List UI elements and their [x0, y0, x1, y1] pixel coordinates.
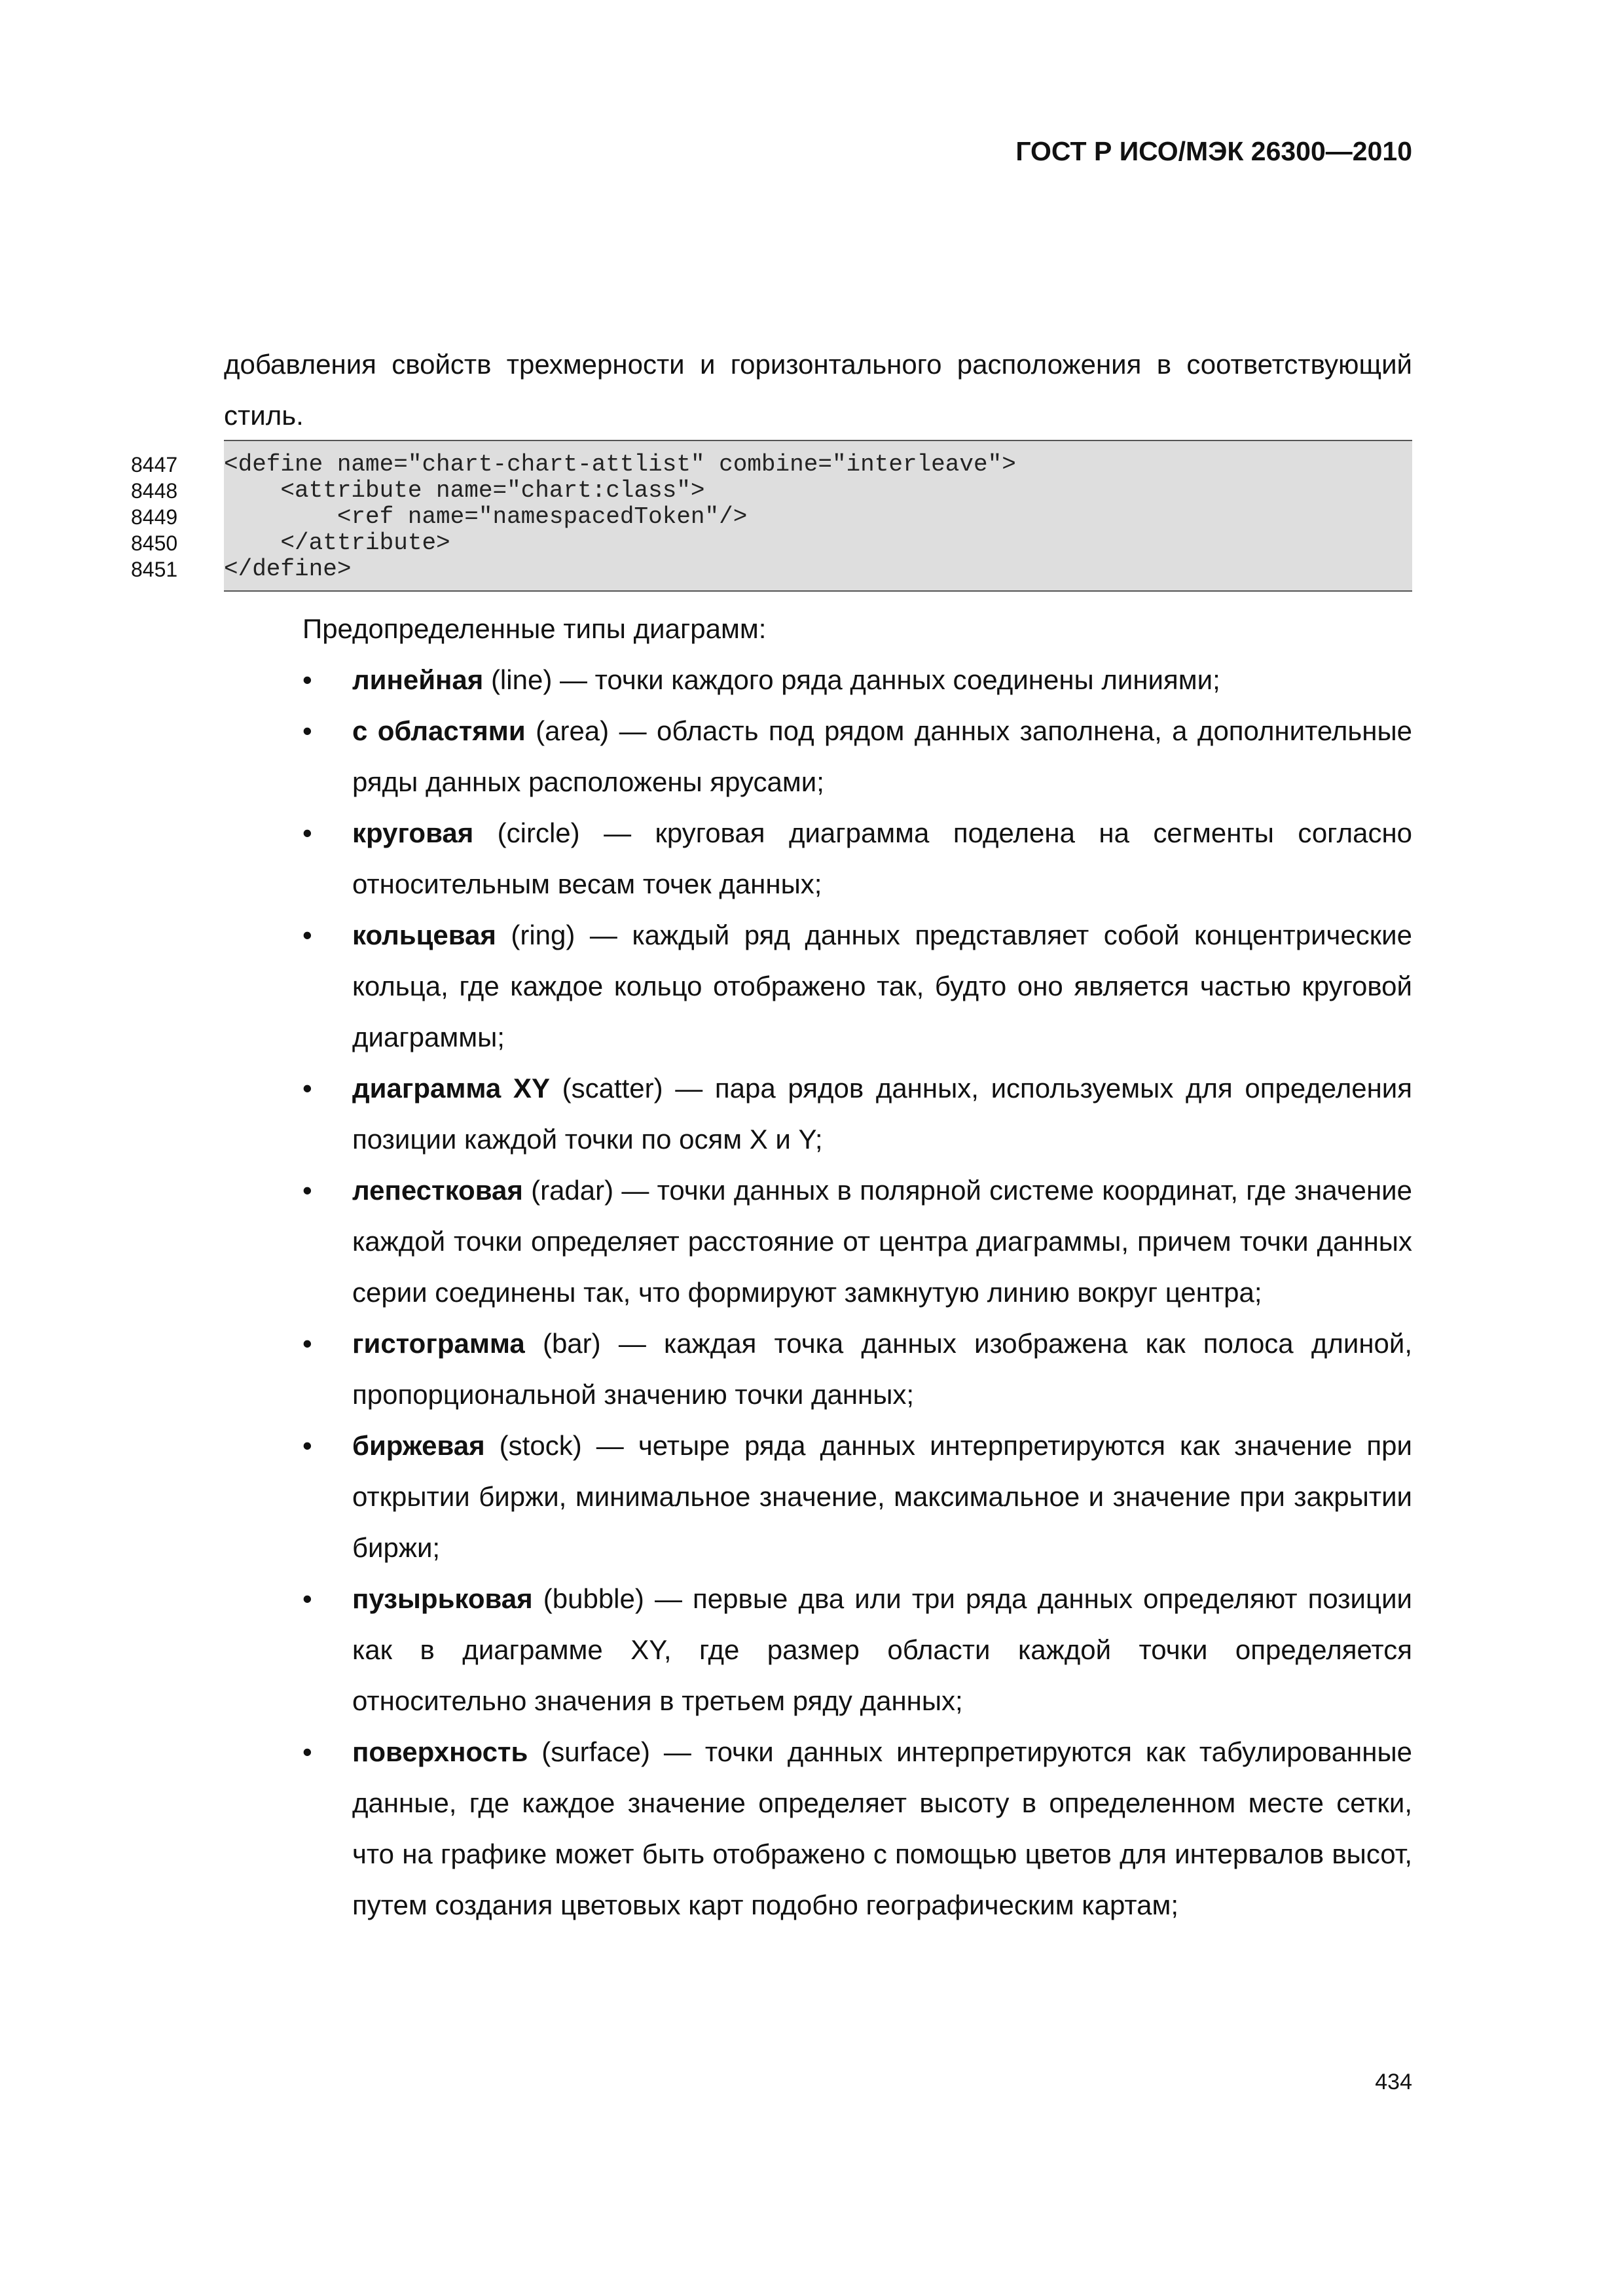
type-term: лепестковая — [352, 1175, 523, 1206]
code-line: </attribute> — [224, 529, 450, 556]
document-standard-header: ГОСТ Р ИСО/МЭК 26300—2010 — [1015, 136, 1412, 166]
code-line: <attribute name="chart:class"> — [224, 477, 705, 504]
type-term: круговая — [352, 817, 474, 848]
type-term: пузырьковая — [352, 1583, 533, 1614]
type-description: (circle) — круговая диаграмма поделена на сегменты согласно относительным весам точек данных; — [352, 817, 1412, 899]
list-item — [302, 910, 1412, 1063]
type-description: (surface) — точки данных интерпретируются как табулированные данные, где каждое значение определяет высоту в определенном месте сетки, что на графике может быть отображено с помощью цветов для интервалов высот, путем создания цветовых карт подобно географическим картам; — [352, 1736, 1412, 1920]
bullet-icon: • — [302, 1328, 312, 1359]
type-description: (line) — точки каждого ряда данных соединены линиями; — [483, 664, 1220, 695]
type-description: (scatter) — пара рядов данных, используемых для определения позиции каждой точки по осям X и Y; — [352, 1073, 1412, 1155]
type-term: с областями — [352, 715, 526, 746]
bullet-icon: • — [302, 1073, 312, 1103]
type-description: (bar) — каждая точка данных изображена как полоса длиной, пропорциональной значению точки данных; — [352, 1328, 1412, 1410]
list-item — [302, 706, 1412, 808]
code-line: <ref name="namespacedToken"/> — [224, 503, 748, 530]
type-term: кольцевая — [352, 920, 496, 950]
bullet-icon: • — [302, 664, 312, 695]
chart-types-heading: Предопределенные типы диаграмм: — [302, 613, 767, 644]
type-term: линейная — [352, 664, 484, 695]
code-line-number: 8449 — [131, 505, 178, 529]
type-term: биржевая — [352, 1430, 485, 1461]
code-line: <define name="chart-chart-attlist" combine="interleave"> — [224, 451, 1016, 478]
type-description: (bubble) — первые два или три ряда данных определяют позиции как в диаграмме XY, где размер области каждой точки определяется относительно значения в третьем ряду данных; — [352, 1583, 1412, 1716]
list-item — [302, 1573, 1412, 1727]
code-line-number: 8451 — [131, 558, 178, 581]
list-item — [302, 808, 1412, 910]
code-line: </define> — [224, 556, 352, 583]
bullet-icon: • — [302, 920, 312, 950]
bullet-icon: • — [302, 1175, 312, 1206]
bullet-icon: • — [302, 1430, 312, 1461]
type-description: (area) — область под рядом данных заполнена, а дополнительные ряды данных расположены ярусами; — [352, 715, 1412, 797]
type-description: (ring) — каждый ряд данных представляет собой концентрические кольца, где каждое кольцо отображено так, будто оно является частью круговой диаграммы; — [352, 920, 1412, 1052]
bullet-icon: • — [302, 817, 312, 848]
bullet-icon: • — [302, 715, 312, 746]
code-line-number: 8450 — [131, 531, 178, 555]
intro-paragraph: добавления свойств трехмерности и горизонтального расположения в соответствующий стиль. — [224, 349, 1412, 431]
list-item — [302, 1063, 1412, 1165]
page-number: 434 — [1375, 2070, 1412, 2094]
bullet-icon: • — [302, 1736, 312, 1767]
bullet-icon: • — [302, 1583, 312, 1614]
type-term: поверхность — [352, 1736, 528, 1767]
type-description: (radar) — точки данных в полярной системе координат, где значение каждой точки определяет расстояние от центра диаграммы, причем точки данных серии соединены так, что формируют замкнутую линию вокруг центра; — [352, 1175, 1412, 1308]
code-line-number: 8447 — [131, 453, 178, 476]
type-term: гистограмма — [352, 1328, 525, 1359]
list-item — [302, 1420, 1412, 1573]
chart-types-list — [302, 655, 1412, 1931]
list-item — [302, 655, 1412, 706]
list-item — [302, 1165, 1412, 1318]
type-description: (stock) — четыре ряда данных интерпретируются как значение при открытии биржи, минимальное значение, максимальное и значение при закрытии биржи; — [352, 1430, 1412, 1563]
list-item — [302, 1727, 1412, 1931]
type-term: диаграмма XY — [352, 1073, 550, 1103]
code-line-number: 8448 — [131, 479, 178, 503]
list-item — [302, 1318, 1412, 1420]
code-block — [224, 440, 1412, 592]
